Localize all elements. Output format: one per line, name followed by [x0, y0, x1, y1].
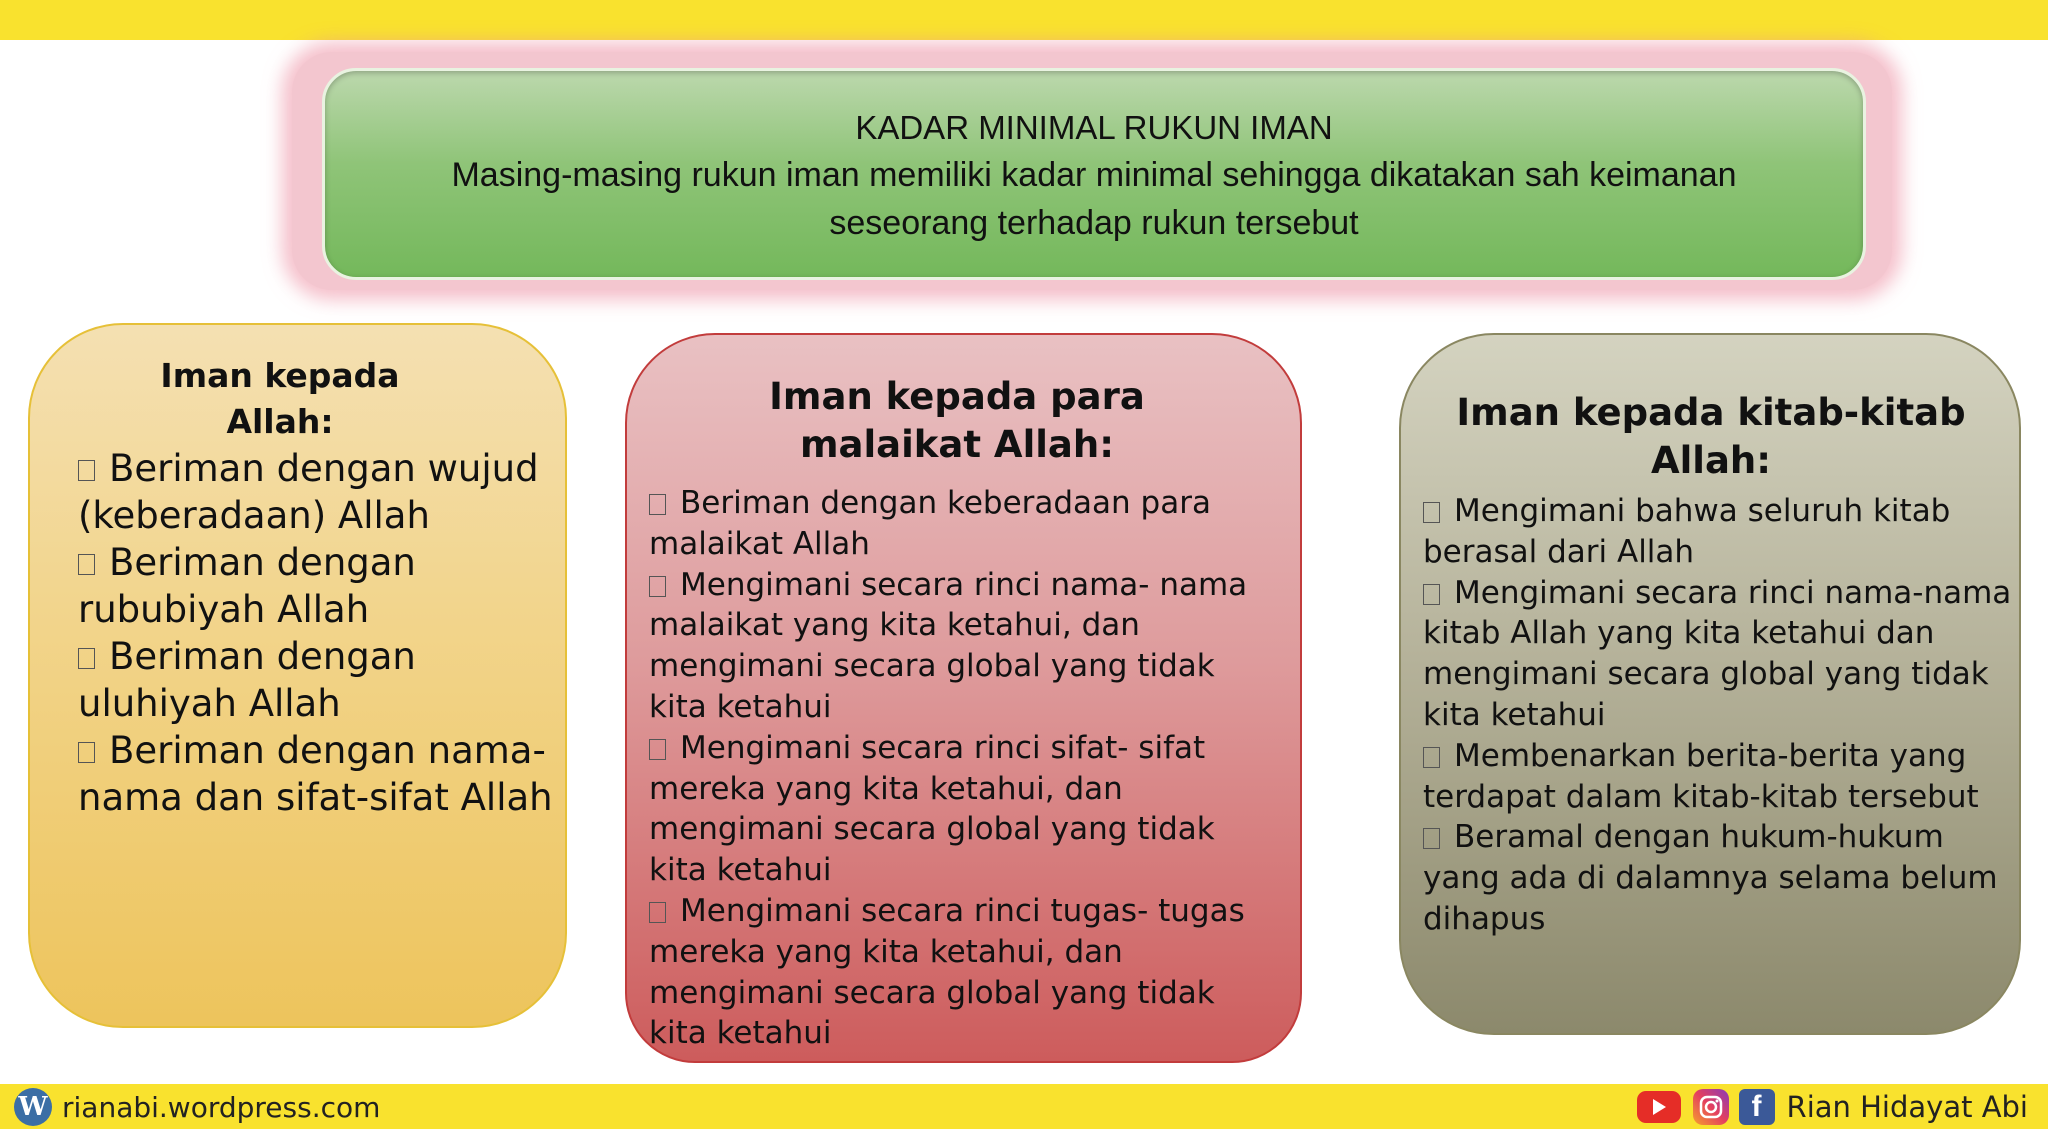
- checkbox-bullet-icon: [649, 494, 666, 515]
- website-link[interactable]: rianabi.wordpress.com: [62, 1090, 381, 1124]
- list-item: [649, 483, 1269, 565]
- checkbox-bullet-icon: [649, 576, 666, 597]
- list-item: [78, 633, 558, 727]
- list-item: [649, 565, 1269, 728]
- list-item-text: Beriman dengan nama-nama dan sifat-sifat Allah: [78, 729, 553, 819]
- youtube-icon[interactable]: [1637, 1091, 1681, 1123]
- list-item-text: Mengimani bahwa seluruh kitab berasal dari Allah: [1423, 493, 1951, 570]
- footer-social: [1637, 1088, 2028, 1126]
- list-item: [78, 445, 558, 539]
- list-item: [78, 539, 558, 633]
- footer-website[interactable]: [14, 1088, 380, 1126]
- list-item: [649, 728, 1269, 891]
- list-item-text: Mengimani secara rinci tugas- tugas mereka yang kita ketahui, dan mengimani secara global yang tidak kita ketahui: [649, 892, 1245, 1052]
- list-item-text: Mengimani secara rinci sifat- sifat mereka yang kita ketahui, dan mengimani secara global yang tidak kita ketahui: [649, 729, 1215, 889]
- list-item-text: Beriman dengan wujud (keberadaan) Allah: [78, 447, 539, 537]
- checkbox-bullet-icon: [1423, 828, 1440, 849]
- header-box: [322, 68, 1866, 280]
- checkbox-bullet-icon: [1423, 747, 1440, 768]
- card-title: Iman kepada kitab-kitab Allah:: [1456, 391, 1966, 482]
- card-iman-allah: [28, 323, 567, 1028]
- list-item-text: Mengimani secara rinci nama-nama kitab Allah yang kita ketahui dan mengimani secara global yang tidak kita ketahui: [1423, 574, 2012, 733]
- checkbox-bullet-icon: [78, 648, 95, 669]
- list-item-text: Beramal dengan hukum-hukum yang ada di dalamnya selama belum dihapus: [1423, 819, 1998, 937]
- checkbox-bullet-icon: [78, 554, 95, 575]
- checkbox-bullet-icon: [78, 460, 95, 481]
- card-title: Iman kepada Allah:: [160, 356, 400, 441]
- checkbox-bullet-icon: [1423, 502, 1440, 523]
- header-title: KADAR MINIMAL RUKUN IMAN: [855, 109, 1333, 146]
- checkbox-bullet-icon: [649, 739, 666, 760]
- card-iman-malaikat: [625, 333, 1302, 1063]
- instagram-icon[interactable]: [1693, 1089, 1729, 1125]
- list-item-text: Beriman dengan uluhiyah Allah: [78, 635, 416, 725]
- list-item-text: Membenarkan berita-berita yang terdapat dalam kitab-kitab tersebut: [1423, 737, 1979, 815]
- checkbox-bullet-icon: [78, 742, 95, 763]
- top-bar: [0, 0, 2048, 40]
- list-item: [1423, 736, 2013, 818]
- list-item: [1423, 573, 2013, 736]
- list-item: [1423, 491, 2013, 573]
- card-list: [1423, 491, 2013, 940]
- header-subtitle: Masing-masing rukun iman memiliki kadar minimal sehingga dikatakan sah keimanan seseorang terhadap rukun tersebut: [451, 156, 1737, 242]
- list-item-text: Beriman dengan keberadaan para malaikat Allah: [649, 485, 1211, 562]
- wordpress-icon: W: [14, 1088, 52, 1126]
- checkbox-bullet-icon: [1423, 584, 1440, 605]
- card-list: [649, 483, 1269, 1054]
- author-name: Rian Hidayat Abi: [1786, 1090, 2028, 1124]
- card-list: [78, 445, 558, 821]
- list-item: [1423, 817, 2013, 939]
- list-item-text: Beriman dengan rububiyah Allah: [78, 541, 416, 631]
- card-title: Iman kepada para malaikat Allah:: [769, 375, 1145, 466]
- facebook-icon[interactable]: f: [1739, 1089, 1775, 1125]
- list-item-text: Mengimani secara rinci nama- nama malaikat yang kita ketahui, dan mengimani secara global yang tidak kita ketahui: [649, 566, 1248, 725]
- card-iman-kitab: [1399, 333, 2021, 1035]
- list-item: [78, 727, 558, 821]
- list-item: [649, 891, 1269, 1054]
- checkbox-bullet-icon: [649, 902, 666, 923]
